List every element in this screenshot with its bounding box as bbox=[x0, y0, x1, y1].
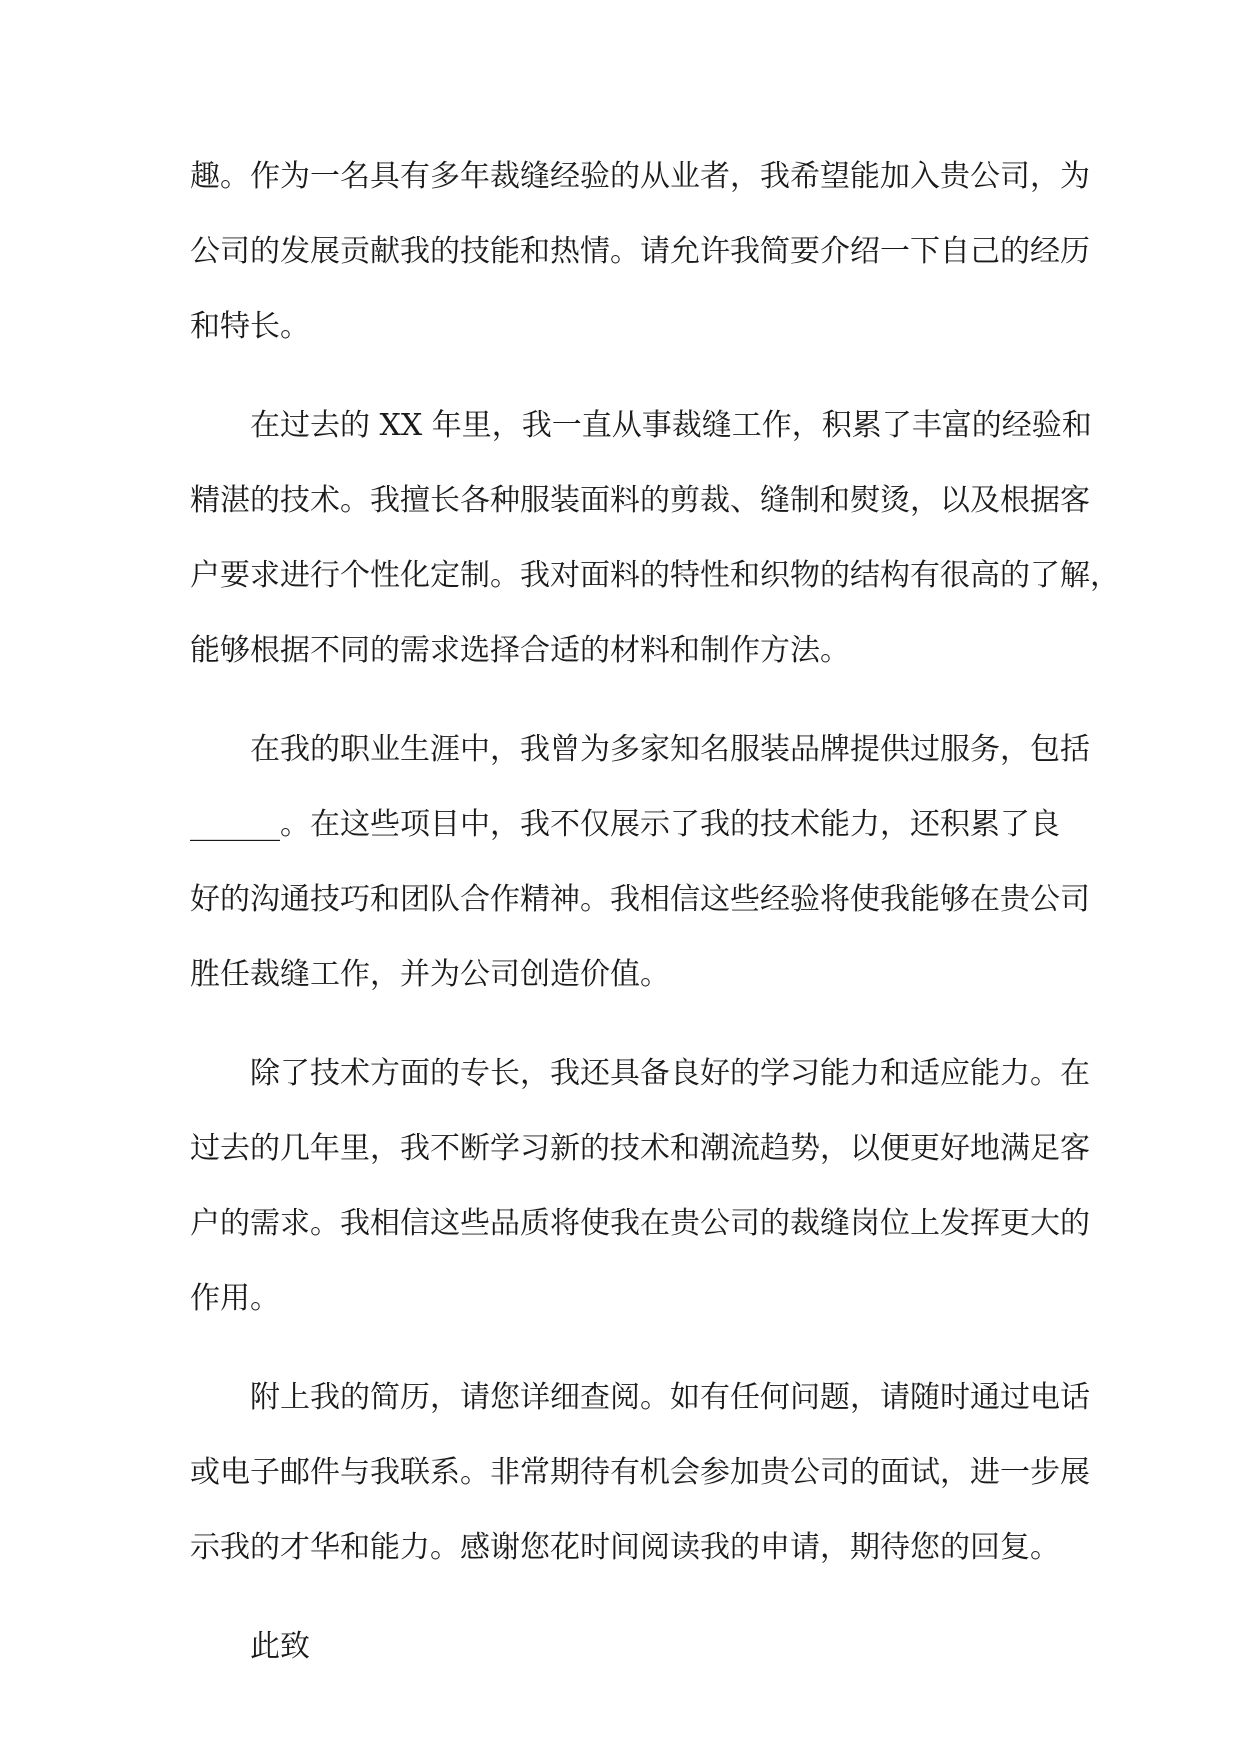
letter-body bbox=[190, 139, 1120, 1684]
closing-salutation: 此致 bbox=[250, 1629, 310, 1664]
paragraph-line: 户的需求。我相信这些品质将使我在贵公司的裁缝岗位上发挥更大的 bbox=[190, 1206, 1090, 1241]
paragraph-line: 在过去的 XX 年里，我一直从事裁缝工作，积累了丰富的经验和 bbox=[250, 408, 1092, 443]
paragraph-line: 除了技术方面的专长，我还具备良好的学习能力和适应能力。在 bbox=[250, 1056, 1090, 1091]
paragraph-line: 精湛的技术。我擅长各种服装面料的剪裁、缝制和熨烫，以及根据客 bbox=[190, 483, 1090, 518]
paragraph-line: 公司的发展贡献我的技能和热情。请允许我简要介绍一下自己的经历 bbox=[190, 234, 1090, 269]
paragraph-line: 在我的职业生涯中，我曾为多家知名服装品牌提供过服务，包括 bbox=[250, 732, 1090, 767]
paragraph-line: ______。在这些项目中，我不仅展示了我的技术能力，还积累了良 bbox=[190, 807, 1060, 842]
paragraph-line: 示我的才华和能力。感谢您花时间阅读我的申请，期待您的回复。 bbox=[190, 1530, 1060, 1565]
paragraph-line: 过去的几年里，我不断学习新的技术和潮流趋势，以便更好地满足客 bbox=[190, 1131, 1090, 1166]
paragraph-line: 和特长。 bbox=[190, 309, 310, 344]
paragraph-line: 趣。作为一名具有多年裁缝经验的从业者，我希望能加入贵公司，为 bbox=[190, 159, 1090, 194]
paragraph-line: 户要求进行个性化定制。我对面料的特性和织物的结构有很高的了解， bbox=[190, 558, 1120, 593]
paragraph-line: 作用。 bbox=[190, 1281, 280, 1316]
paragraph-line: 附上我的简历，请您详细查阅。如有任何问题，请随时通过电话 bbox=[250, 1380, 1090, 1415]
paragraph-line: 能够根据不同的需求选择合适的材料和制作方法。 bbox=[190, 633, 850, 668]
paragraph-line: 或电子邮件与我联系。非常期待有机会参加贵公司的面试，进一步展 bbox=[190, 1455, 1090, 1490]
paragraph-line: 好的沟通技巧和团队合作精神。我相信这些经验将使我能够在贵公司 bbox=[190, 882, 1090, 917]
paragraph-line: 胜任裁缝工作，并为公司创造价值。 bbox=[190, 957, 670, 992]
